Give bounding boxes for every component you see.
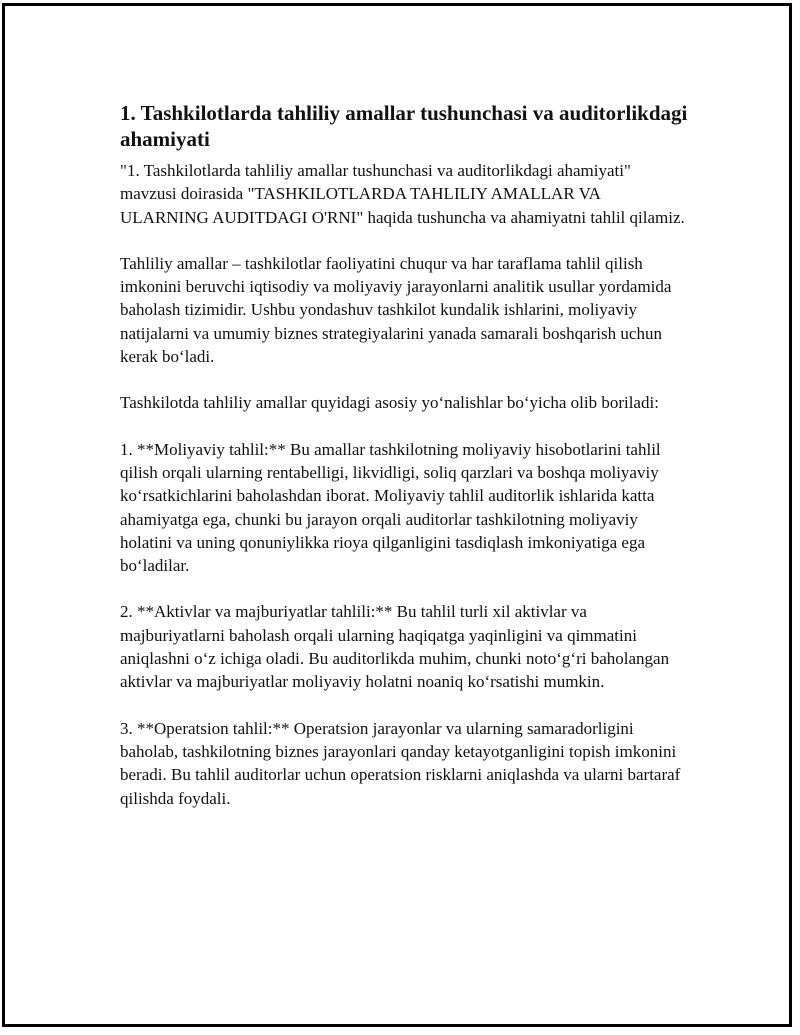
paragraph-intro: "1. Tashkilotlarda tahliliy amallar tushunchasi va auditorlikdagi ahamiyati" mavzusi doirasida "TASHKILOTLARDA TAHLILIY AMALLAR VA ULARNING AUDITDAGI O'RNI" haqida tushuncha va ahamiyatni tahlil qilamiz. xyxy=(120,161,685,227)
document-content xyxy=(120,100,690,833)
paragraph-assets-liabilities: 2. **Aktivlar va majburiyatlar tahlili:** Bu tahlil turli xil aktivlar va majburiyatlarni baholash orqali ularning haqiqatga yaqinligini va qimmatini aniqlashni o‘z ichiga oladi. Bu auditorlikda muhim, chunki noto‘g‘ri baholangan aktivlar va majburiyatlar moliyaviy holatni noaniq ko‘rsatishi mumkin. xyxy=(120,602,670,692)
paragraph-directions: Tashkilotda tahliliy amallar quyidagi asosiy yo‘nalishlar bo‘yicha olib boriladi: xyxy=(120,393,659,413)
paragraph-operational-analysis: 3. **Operatsion tahlil:** Operatsion jarayonlar va ularning samaradorligini baholab, tashkilotning biznes jarayonlari qanday ketayotganligini topish imkonini beradi. Bu tahlil auditorlar uchun operatsion risklarni aniqlashda va ularni bartaraf qilishda foydali. xyxy=(120,718,681,808)
document-page xyxy=(2,3,792,1027)
document-title: 1. Tashkilotlarda tahliliy amallar tushunchasi va auditorlikdagi ahamiyati xyxy=(120,101,688,151)
paragraph-financial-analysis: 1. **Moliyaviy tahlil:** Bu amallar tashkilotning moliyaviy hisobotlarini tahlil qilish orqali ularning rentabelligi, likvidligi, soliq qarzlari va boshqa moliyaviy ko‘rsatkichlarini baholashdan iborat. Moliyaviy tahlil auditorlik ishlarida katta ahamiyatga ega, chunki bu jarayon orqali auditorlar tashkilotning moliyaviy holatini va uning qonuniylikka rioya qilganligini tasdiqlash imkoniyatiga ega bo‘ladilar. xyxy=(120,439,661,576)
paragraph-definition: Tahliliy amallar – tashkilotlar faoliyatini chuqur va har taraflama tahlil qilish imkonini beruvchi iqtisodiy va moliyaviy jarayonlarni analitik usullar yordamida baholash tizimidir. Ushbu yondashuv tashkilot kundalik ishlarini, moliyaviy natijalarni va umumiy biznes strategiyalarini yanada samarali boshqarish uchun kerak bo‘ladi. xyxy=(120,253,672,367)
